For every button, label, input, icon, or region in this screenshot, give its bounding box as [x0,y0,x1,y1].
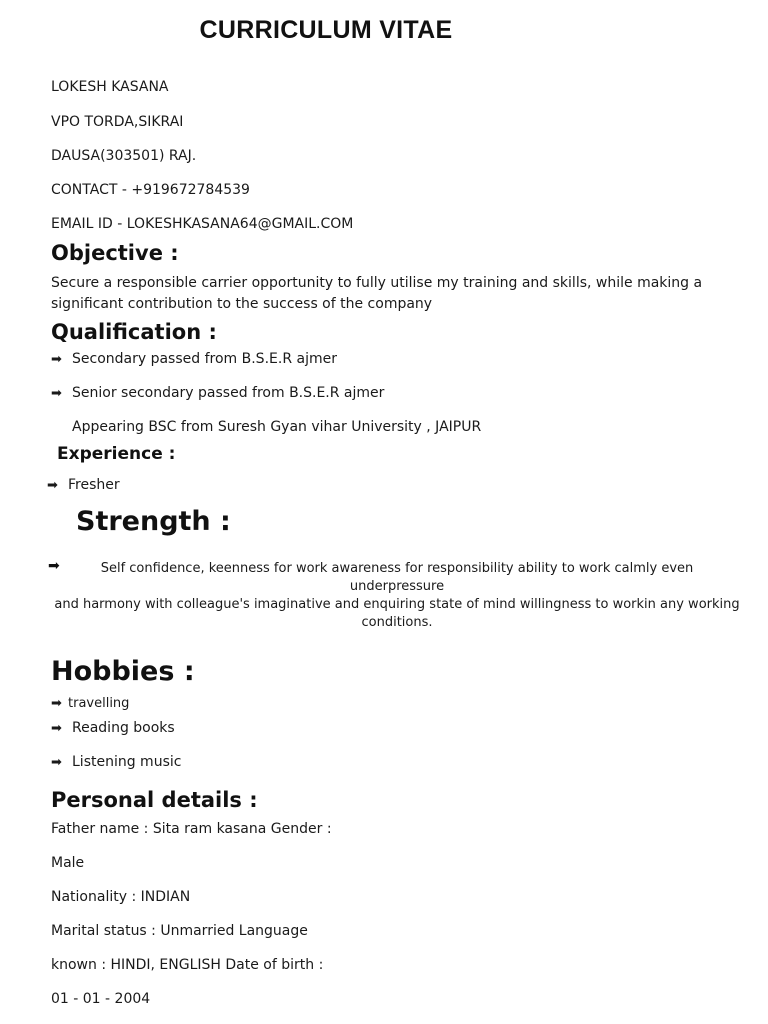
qualification-item: ➡ Secondary passed from B.S.E.R ajmer [51,351,337,367]
arrow-right-icon: ➡ [47,478,58,493]
contact-address-line2: DAUSA(303501) RAJ. [51,148,197,164]
hobby-item: ➡ Listening music [51,754,182,770]
qualification-item: Appearing BSC from Suresh Gyan vihar University , JAIPUR [72,419,482,435]
personal-details-heading: Personal details : [51,788,258,812]
page-title: CURRICULUM VITAE [199,16,453,44]
arrow-right-icon: ➡ [51,755,62,770]
hobby-item: ➡ travelling [51,696,130,711]
personal-detail-line: Nationality : INDIAN [51,889,191,905]
personal-detail-line: Father name : Sita ram kasana Gender : [51,821,332,837]
contact-address-line1: VPO TORDA,SIKRAI [51,114,184,130]
contact-name: LOKESH KASANA [51,79,169,95]
strength-text [52,560,742,632]
contact-email: EMAIL ID - LOKESHKASANA64@GMAIL.COM [51,216,354,232]
arrow-right-icon: ➡ [51,721,62,736]
experience-heading: Experience : [57,444,176,464]
hobby-item: ➡ Reading books [51,720,175,736]
personal-detail-line: Marital status : Unmarried Language [51,923,308,939]
arrow-right-icon: ➡ [51,386,62,401]
objective-text: Secure a responsible carrier opportunity to fully utilise my training and skills, while making a significant contribution to the success of the company [51,275,703,312]
arrow-right-icon: ➡ [51,696,62,711]
experience-item: ➡ Fresher [47,477,120,493]
qualification-item: ➡ Senior secondary passed from B.S.E.R ajmer [51,385,385,401]
personal-detail-line: known : HINDI, ENGLISH Date of birth : [51,957,324,973]
personal-detail-line: 01 - 01 - 2004 [51,991,151,1007]
strength-heading: Strength : [76,506,231,537]
arrow-right-icon: ➡ [48,558,60,574]
personal-detail-line: Male [51,855,85,871]
strength-line-2: and harmony with colleague's imaginative and enquiring state of mind willingness to workin any working conditions. [54,597,740,630]
hobbies-heading: Hobbies : [51,656,195,687]
strength-line-1: Self confidence, keenness for work awareness for responsibility ability to work calmly even underpressure [100,561,694,594]
contact-phone: CONTACT - +919672784539 [51,182,250,198]
objective-heading: Objective : [51,241,179,265]
arrow-right-icon: ➡ [51,352,62,367]
qualification-heading: Qualification : [51,320,217,344]
